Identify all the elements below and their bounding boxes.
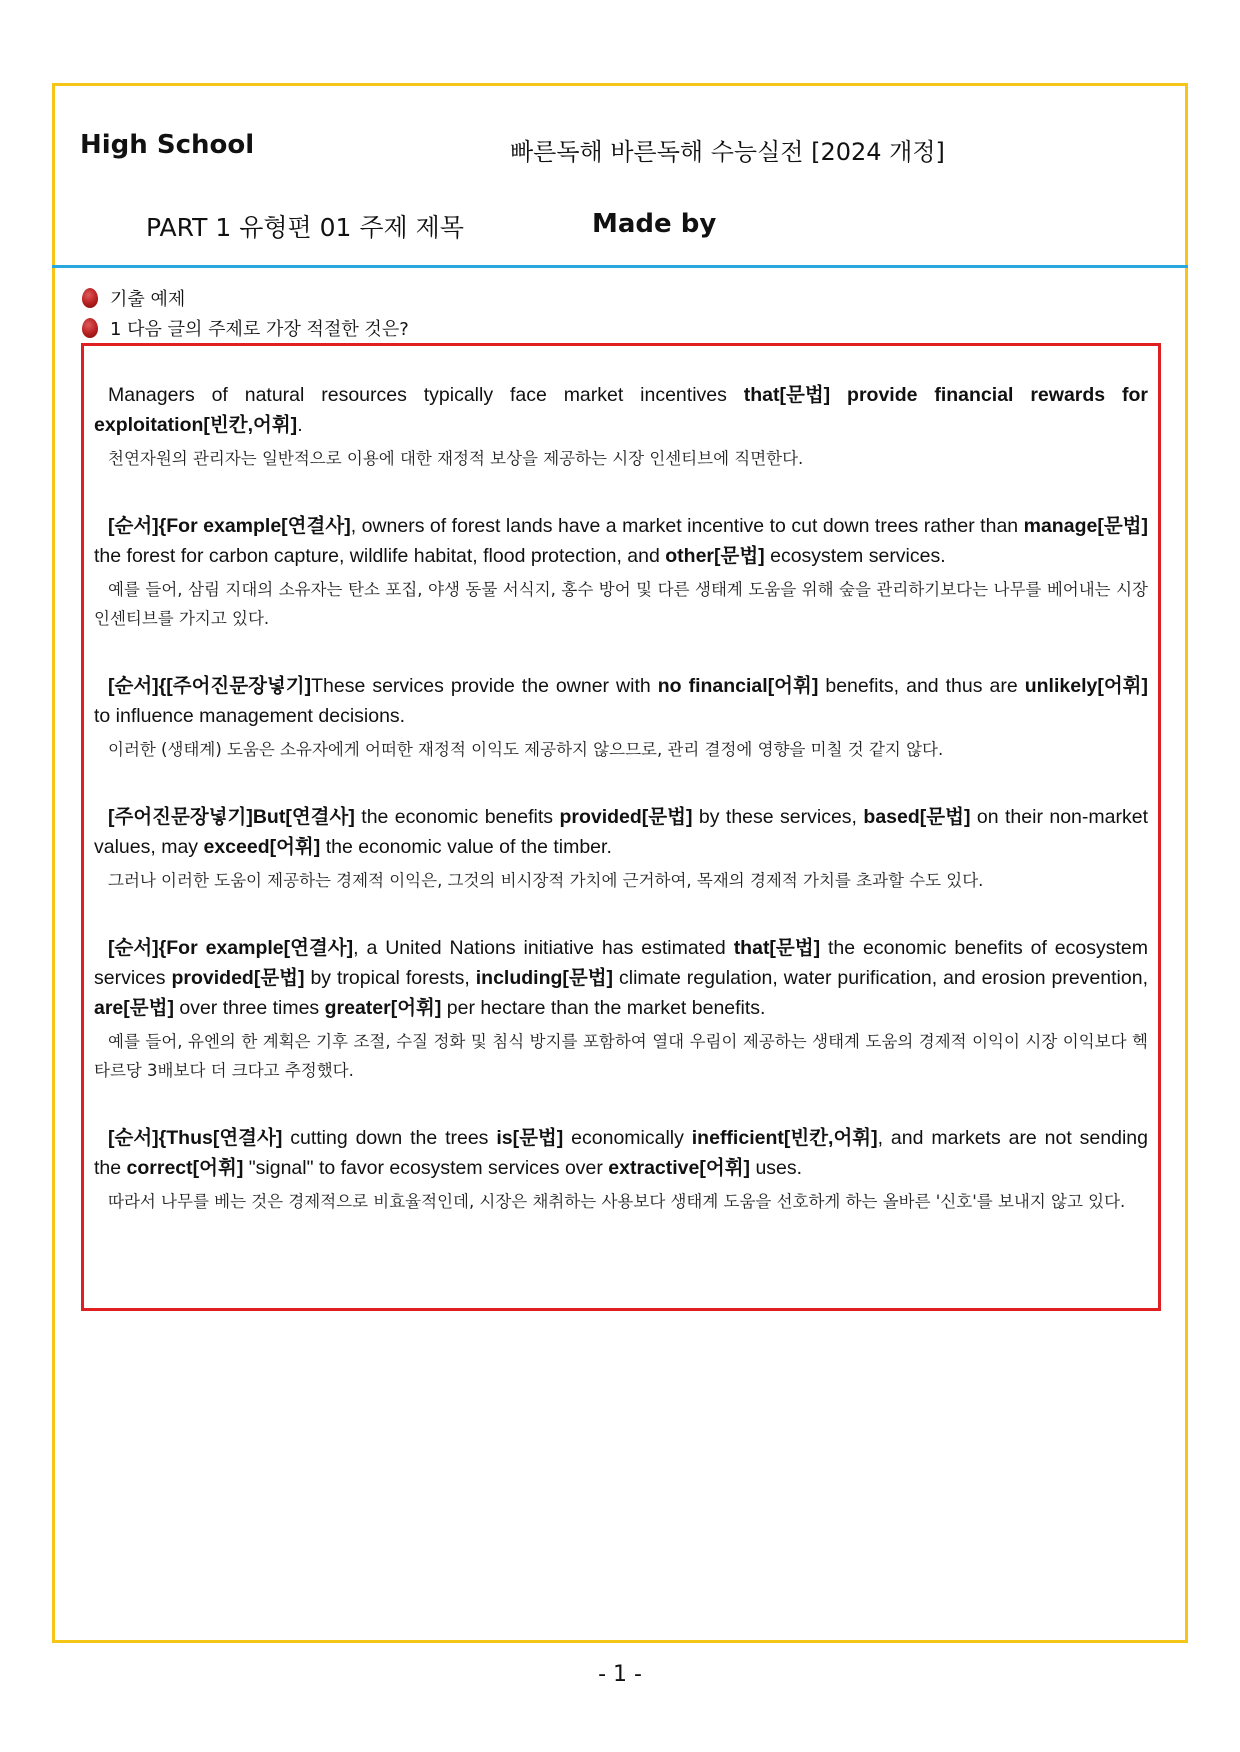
- english-sentence: [94, 802, 1148, 862]
- annotated-phrase: [순서]{Thus[연결사]: [108, 1127, 283, 1149]
- annotated-phrase: are[문법]: [94, 997, 174, 1019]
- paragraph-1: [94, 380, 1148, 473]
- sentence-text: "signal" to favor ecosystem services over: [243, 1157, 609, 1179]
- sentence-text: per hectare than the market benefits.: [441, 997, 766, 1019]
- annotated-phrase: is[문법]: [496, 1127, 564, 1149]
- annotated-phrase: provided[문법]: [171, 967, 305, 989]
- sentence-text: , a United Nations initiative has estimated: [353, 937, 734, 959]
- example-label: [82, 285, 185, 311]
- page-number: - 1 -: [598, 1662, 642, 1687]
- annotated-phrase: [순서]{[주어진문장넣기]: [108, 675, 312, 697]
- sentence-text: by tropical forests,: [304, 967, 476, 989]
- sentence-text: benefits, and thus are: [818, 675, 1025, 697]
- example-label-text: 기출 예제: [110, 289, 186, 310]
- korean-translation: 그러나 이러한 도움이 제공하는 경제적 이익은, 그것의 비시장적 가치에 근거하여, 목재의 경제적 가치를 초과할 수도 있다.: [108, 871, 984, 890]
- annotated-phrase: [순서]{For example[연결사]: [108, 515, 351, 537]
- paragraph-6: [94, 1123, 1148, 1216]
- annotated-phrase: exceed[어휘]: [203, 836, 321, 858]
- annotated-phrase: correct[어휘]: [126, 1157, 244, 1179]
- sentence-text: over three times: [173, 997, 325, 1019]
- sentence-text: climate regulation, water purification, and erosion prevention,: [613, 967, 1148, 989]
- annotated-phrase: other[문법]: [665, 545, 765, 567]
- annotated-phrase: including[문법]: [475, 967, 614, 989]
- english-sentence: [94, 511, 1148, 571]
- sentence-text: cutting down the trees: [282, 1127, 497, 1149]
- annotated-phrase: that[문법] provide financial rewards for exploitation[빈칸,어휘]: [94, 384, 1148, 436]
- part-title: PART 1 유형편 01 주제 제목: [146, 213, 464, 242]
- korean-translation: 예를 들어, 유엔의 한 계획은 기후 조절, 수질 정화 및 침식 방지를 포함하여 열대 우림이 제공하는 생태계 도움의 경제적 이익이 시장 이익보다 헥타르당 3배보다 더 크다고 추정했다.: [94, 1032, 1148, 1080]
- sentence-text: the economic benefits of ecosystem services: [94, 937, 1148, 989]
- english-sentence: [94, 1123, 1148, 1183]
- korean-translation: 이러한 (생태계) 도움은 소유자에게 어떠한 재정적 이익도 제공하지 않으므로, 관리 결정에 영향을 미칠 것 같지 않다.: [108, 740, 944, 759]
- english-sentence: [94, 671, 1148, 731]
- sentence-text: to influence management decisions.: [94, 705, 406, 727]
- paragraph-4: [94, 802, 1148, 895]
- annotated-phrase: that[문법]: [733, 937, 821, 959]
- annotated-phrase: [순서]{For example[연결사]: [108, 937, 354, 959]
- passage-box: [81, 343, 1161, 1311]
- sentence-text: economically: [563, 1127, 692, 1149]
- annotated-phrase: greater[어휘]: [324, 997, 442, 1019]
- sentence-text: Managers of natural resources typically face market incentives: [108, 384, 744, 406]
- header-divider: [52, 265, 1188, 268]
- korean-translation: 따라서 나무를 베는 것은 경제적으로 비효율적인데, 시장은 채취하는 사용보다 생태계 도움을 선호하게 하는 올바른 '신호'를 보내지 않고 있다.: [108, 1192, 1126, 1211]
- red-bullet-icon: [82, 288, 98, 308]
- annotated-phrase: based[문법]: [863, 806, 971, 828]
- sentence-text: , and markets are not sending the: [94, 1127, 1148, 1179]
- paragraph-2: [94, 511, 1148, 633]
- english-sentence: [94, 933, 1148, 1023]
- korean-translation: 천연자원의 관리자는 일반적으로 이용에 대한 재정적 보상을 제공하는 시장 인센티브에 직면한다.: [108, 449, 804, 468]
- paragraph-5: [94, 933, 1148, 1085]
- sentence-text: These services provide the owner with: [311, 675, 658, 697]
- annotated-phrase: provided[문법]: [559, 806, 693, 828]
- korean-translation: 예를 들어, 삼림 지대의 소유자는 탄소 포집, 야생 동물 서식지, 홍수 방어 및 다른 생태계 도움을 위해 숲을 관리하기보다는 나무를 베어내는 시장 인센티브를 가지고 있다.: [94, 580, 1148, 628]
- annotated-phrase: unlikely[어휘]: [1024, 675, 1148, 697]
- book-title: 빠른독해 바른독해 수능실전 [2024 개정]: [510, 138, 945, 166]
- sentence-text: uses.: [750, 1157, 803, 1179]
- sentence-text: ecosystem services.: [764, 545, 946, 567]
- question-text: 1 다음 글의 주제로 가장 적절한 것은?: [110, 319, 409, 340]
- annotated-phrase: [주어진문장넣기]But[연결사]: [108, 806, 355, 828]
- sentence-text: the forest for carbon capture, wildlife habitat, flood protection, and: [94, 545, 666, 567]
- sentence-text: by these services,: [692, 806, 864, 828]
- red-bullet-icon: [82, 318, 98, 338]
- sentence-text: , owners of forest lands have a market incentive to cut down trees rather than: [350, 515, 1024, 537]
- annotated-phrase: extractive[어휘]: [608, 1157, 751, 1179]
- sentence-text: the economic value of the timber.: [320, 836, 612, 858]
- sentence-text: .: [297, 414, 303, 436]
- annotated-phrase: inefficient[빈칸,어휘]: [691, 1127, 878, 1149]
- sentence-text: on their non-market values, may: [94, 806, 1148, 858]
- annotated-phrase: no financial[어휘]: [657, 675, 819, 697]
- school-level: High School: [80, 130, 255, 160]
- question-label: [82, 315, 409, 341]
- made-by: Made by: [592, 209, 717, 239]
- paragraph-3: [94, 671, 1148, 764]
- annotated-phrase: manage[문법]: [1023, 515, 1148, 537]
- english-sentence: [94, 380, 1148, 440]
- sentence-text: the economic benefits: [354, 806, 560, 828]
